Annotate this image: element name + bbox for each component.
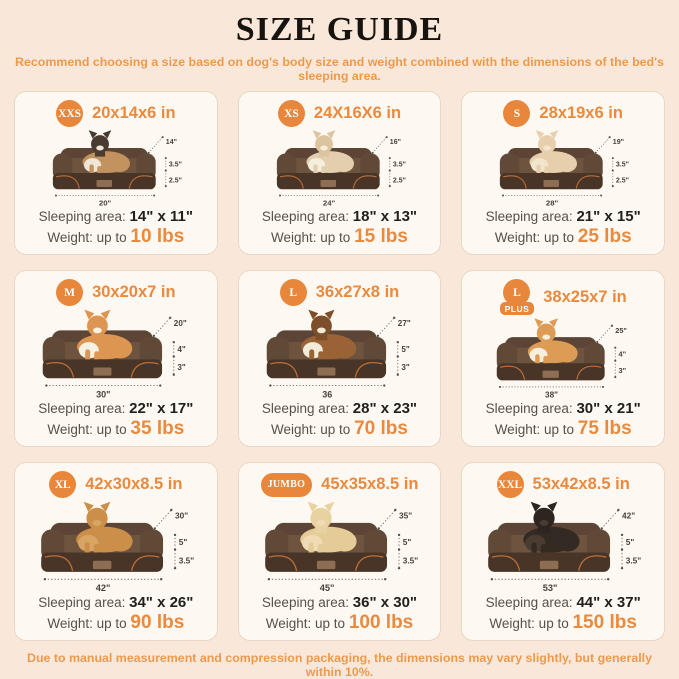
card-header [500, 279, 627, 315]
lower-height-annotation: 3" [618, 366, 627, 376]
size-badge [280, 279, 307, 306]
upper-height-annotation: 3.5" [616, 161, 630, 169]
weight-label: Weight: up to [47, 616, 127, 631]
bed-brand-tag [543, 371, 559, 378]
size-card-l-plus [461, 270, 665, 447]
sleeping-area-line [262, 208, 417, 226]
sleeping-area-line [38, 400, 193, 418]
sleeping-area-line [486, 594, 641, 612]
size-badge-sublabel: PLUS [500, 302, 535, 315]
bed-dimensions-label: 53x42x8.5 in [532, 475, 630, 493]
dog-bed-front [265, 552, 387, 571]
size-badge [278, 100, 305, 127]
bed-dimensions-label: 36x27x8 in [315, 283, 400, 301]
size-card-l [238, 270, 442, 447]
dog-bed-front [488, 552, 610, 571]
weight-value: 15 lbs [354, 226, 408, 247]
depth-annotation: 25" [615, 325, 628, 335]
page-subtitle: Recommend choosing a size based on dog's body size and weight combined with the dimensions of the bed's sleeping area. [15, 55, 664, 83]
upper-height-annotation: 5" [625, 537, 635, 548]
card-header [280, 279, 399, 306]
sleeping-area-value: 36" x 30" [352, 594, 418, 611]
size-card-jumbo [238, 462, 442, 641]
size-card-xs [238, 91, 442, 255]
page-title: SIZE GUIDE [235, 11, 444, 48]
width-annotation: 30" [96, 389, 111, 400]
dog-bed-front [497, 363, 605, 380]
bed-brand-tag [96, 180, 112, 187]
bed-brand-tag [544, 180, 560, 187]
bed-illustration [470, 127, 656, 208]
weight-value: 150 lbs [572, 612, 637, 633]
depth-annotation: 35" [398, 510, 412, 521]
size-badge [500, 279, 535, 315]
dog-bed-front [43, 359, 162, 378]
sleeping-area-value: 44" x 37" [576, 594, 641, 611]
upper-height-annotation: 5" [178, 537, 188, 548]
upper-height-annotation: 4" [177, 345, 186, 355]
size-badge [56, 100, 83, 127]
lower-height-annotation: 2.5" [168, 177, 182, 185]
weight-label: Weight: up to [265, 616, 346, 631]
dog-bed-front [276, 173, 379, 189]
weight-line [266, 612, 414, 635]
size-card-m [14, 270, 218, 447]
bed-illustration [247, 306, 433, 400]
bed-illustration [247, 127, 433, 208]
card-header [56, 100, 175, 127]
size-badge [503, 100, 530, 127]
sleeping-area-line [39, 208, 193, 226]
lower-height-annotation: 3" [400, 363, 410, 373]
weight-line [47, 612, 184, 635]
size-badge [49, 471, 76, 498]
size-badge-label: XS [278, 100, 305, 127]
bed-brand-tag [540, 561, 558, 569]
sleeping-area-label: Sleeping area: [38, 595, 126, 610]
sleeping-area-label: Sleeping area: [261, 209, 349, 224]
dog-bed-front [266, 359, 385, 378]
sleeping-area-value: 18" x 13" [352, 208, 418, 225]
bed-illustration [247, 498, 433, 594]
sleeping-area-line [262, 594, 417, 612]
card-header [49, 471, 182, 498]
dog-bed-front [41, 552, 163, 571]
size-badge-label: XXS [56, 100, 83, 127]
depth-annotation: 27" [397, 318, 411, 328]
sleeping-area-label: Sleeping area: [485, 401, 573, 416]
depth-annotation: 19" [613, 139, 625, 147]
weight-line [271, 418, 408, 441]
page-header [0, 0, 679, 83]
bed-illustration [23, 127, 209, 208]
size-badge [497, 471, 524, 498]
lower-height-annotation: 2.5" [392, 177, 406, 185]
bed-dimensions-label: 24X16X6 in [313, 104, 402, 122]
dog-bed-front [53, 173, 156, 189]
size-badge-label: XXL [497, 471, 524, 498]
card-header [503, 100, 622, 127]
weight-label: Weight: up to [271, 230, 351, 245]
weight-line [47, 226, 184, 249]
weight-line [271, 226, 408, 249]
weight-label: Weight: up to [489, 616, 569, 631]
bed-illustration [23, 498, 209, 594]
size-badge [261, 473, 313, 497]
size-badge-label: L [280, 279, 307, 306]
depth-annotation: 42" [622, 510, 636, 521]
sleeping-area-line [486, 400, 641, 418]
bed-illustration [470, 498, 656, 594]
bed-illustration [470, 315, 656, 400]
sleeping-area-label: Sleeping area: [485, 209, 573, 224]
sleeping-area-label: Sleeping area: [38, 401, 126, 416]
dog-bed-front [500, 173, 603, 189]
width-annotation: 36 [321, 389, 332, 400]
size-card-xxl [461, 462, 665, 641]
width-annotation: 28" [546, 198, 559, 208]
sleeping-area-value: 22" x 17" [129, 400, 194, 417]
bed-dimensions-label: 42x30x8.5 in [85, 475, 183, 493]
size-badge-label: L [503, 279, 530, 306]
sleeping-area-value: 30" x 21" [576, 400, 641, 417]
width-annotation: 24" [322, 198, 335, 208]
weight-line [495, 226, 632, 249]
bed-dimensions-label: 30x20x7 in [92, 283, 176, 301]
card-header [261, 471, 419, 498]
card-header [497, 471, 630, 498]
bed-dimensions-label: 20x14x6 in [92, 104, 176, 122]
sleeping-area-value: 34" x 26" [129, 594, 194, 611]
width-annotation: 38" [545, 390, 559, 400]
weight-label: Weight: up to [494, 422, 574, 437]
size-badge-label: JUMBO [261, 473, 313, 497]
size-badge-label: M [56, 279, 83, 306]
bed-brand-tag [320, 180, 336, 187]
bed-brand-tag [93, 561, 111, 569]
sleeping-area-line [262, 400, 417, 418]
weight-line [47, 418, 184, 441]
weight-value: 75 lbs [577, 418, 632, 439]
width-annotation: 20" [98, 198, 112, 208]
depth-annotation: 14" [165, 139, 177, 147]
weight-label: Weight: up to [494, 230, 574, 245]
depth-annotation: 30" [174, 510, 189, 521]
bed-dimensions-label: 28x19x6 in [539, 104, 623, 122]
size-badge-label: S [503, 100, 530, 127]
weight-value: 90 lbs [130, 612, 185, 633]
size-grid [14, 91, 665, 641]
lower-height-annotation: 3.5" [625, 555, 642, 566]
card-header [56, 279, 175, 306]
bed-brand-tag [316, 561, 334, 569]
card-header [278, 100, 401, 127]
sleeping-area-label: Sleeping area: [38, 209, 126, 224]
size-badge-label: XL [49, 471, 76, 498]
weight-line [489, 612, 637, 635]
lower-height-annotation: 3" [177, 363, 186, 373]
bed-illustration [23, 306, 209, 400]
upper-height-annotation: 3.5" [392, 161, 406, 169]
lower-height-annotation: 3.5" [178, 555, 195, 566]
sleeping-area-line [38, 594, 193, 612]
size-card-xxs [14, 91, 218, 255]
sleeping-area-label: Sleeping area: [485, 595, 573, 610]
bed-brand-tag [317, 367, 335, 375]
weight-value: 35 lbs [130, 418, 185, 439]
footer-note: Due to manual measurement and compression packaging, the dimensions may vary slightly, but generally within 10%. [27, 651, 652, 679]
size-card-s [461, 91, 665, 255]
upper-height-annotation: 4" [618, 349, 627, 359]
sleeping-area-value: 14" x 11" [129, 208, 193, 225]
bed-dimensions-label: 45x35x8.5 in [321, 475, 419, 493]
sleeping-area-line [486, 208, 641, 226]
size-badge [56, 279, 83, 306]
upper-height-annotation: 5" [402, 537, 411, 548]
sleeping-area-value: 28" x 23" [352, 400, 418, 417]
sleeping-area-label: Sleeping area: [261, 401, 349, 416]
lower-height-annotation: 3.5" [402, 555, 418, 566]
weight-label: Weight: up to [47, 230, 127, 245]
weight-value: 25 lbs [577, 226, 632, 247]
sleeping-area-label: Sleeping area: [261, 595, 349, 610]
depth-annotation: 20" [173, 318, 187, 328]
weight-line [495, 418, 632, 441]
weight-value: 10 lbs [130, 226, 185, 247]
width-annotation: 45" [319, 583, 334, 594]
size-card-xl [14, 462, 218, 641]
lower-height-annotation: 2.5" [616, 177, 630, 185]
upper-height-annotation: 5" [400, 345, 410, 355]
bed-dimensions-label: 38x25x7 in [543, 287, 627, 306]
weight-label: Weight: up to [271, 422, 351, 437]
weight-value: 70 lbs [354, 418, 408, 439]
weight-label: Weight: up to [47, 422, 127, 437]
depth-annotation: 16" [389, 139, 401, 147]
upper-height-annotation: 3.5" [168, 161, 182, 169]
sleeping-area-value: 21" x 15" [576, 208, 641, 225]
width-annotation: 42" [95, 583, 111, 594]
width-annotation: 53" [542, 583, 558, 594]
bed-brand-tag [93, 367, 111, 375]
weight-value: 100 lbs [348, 612, 414, 633]
